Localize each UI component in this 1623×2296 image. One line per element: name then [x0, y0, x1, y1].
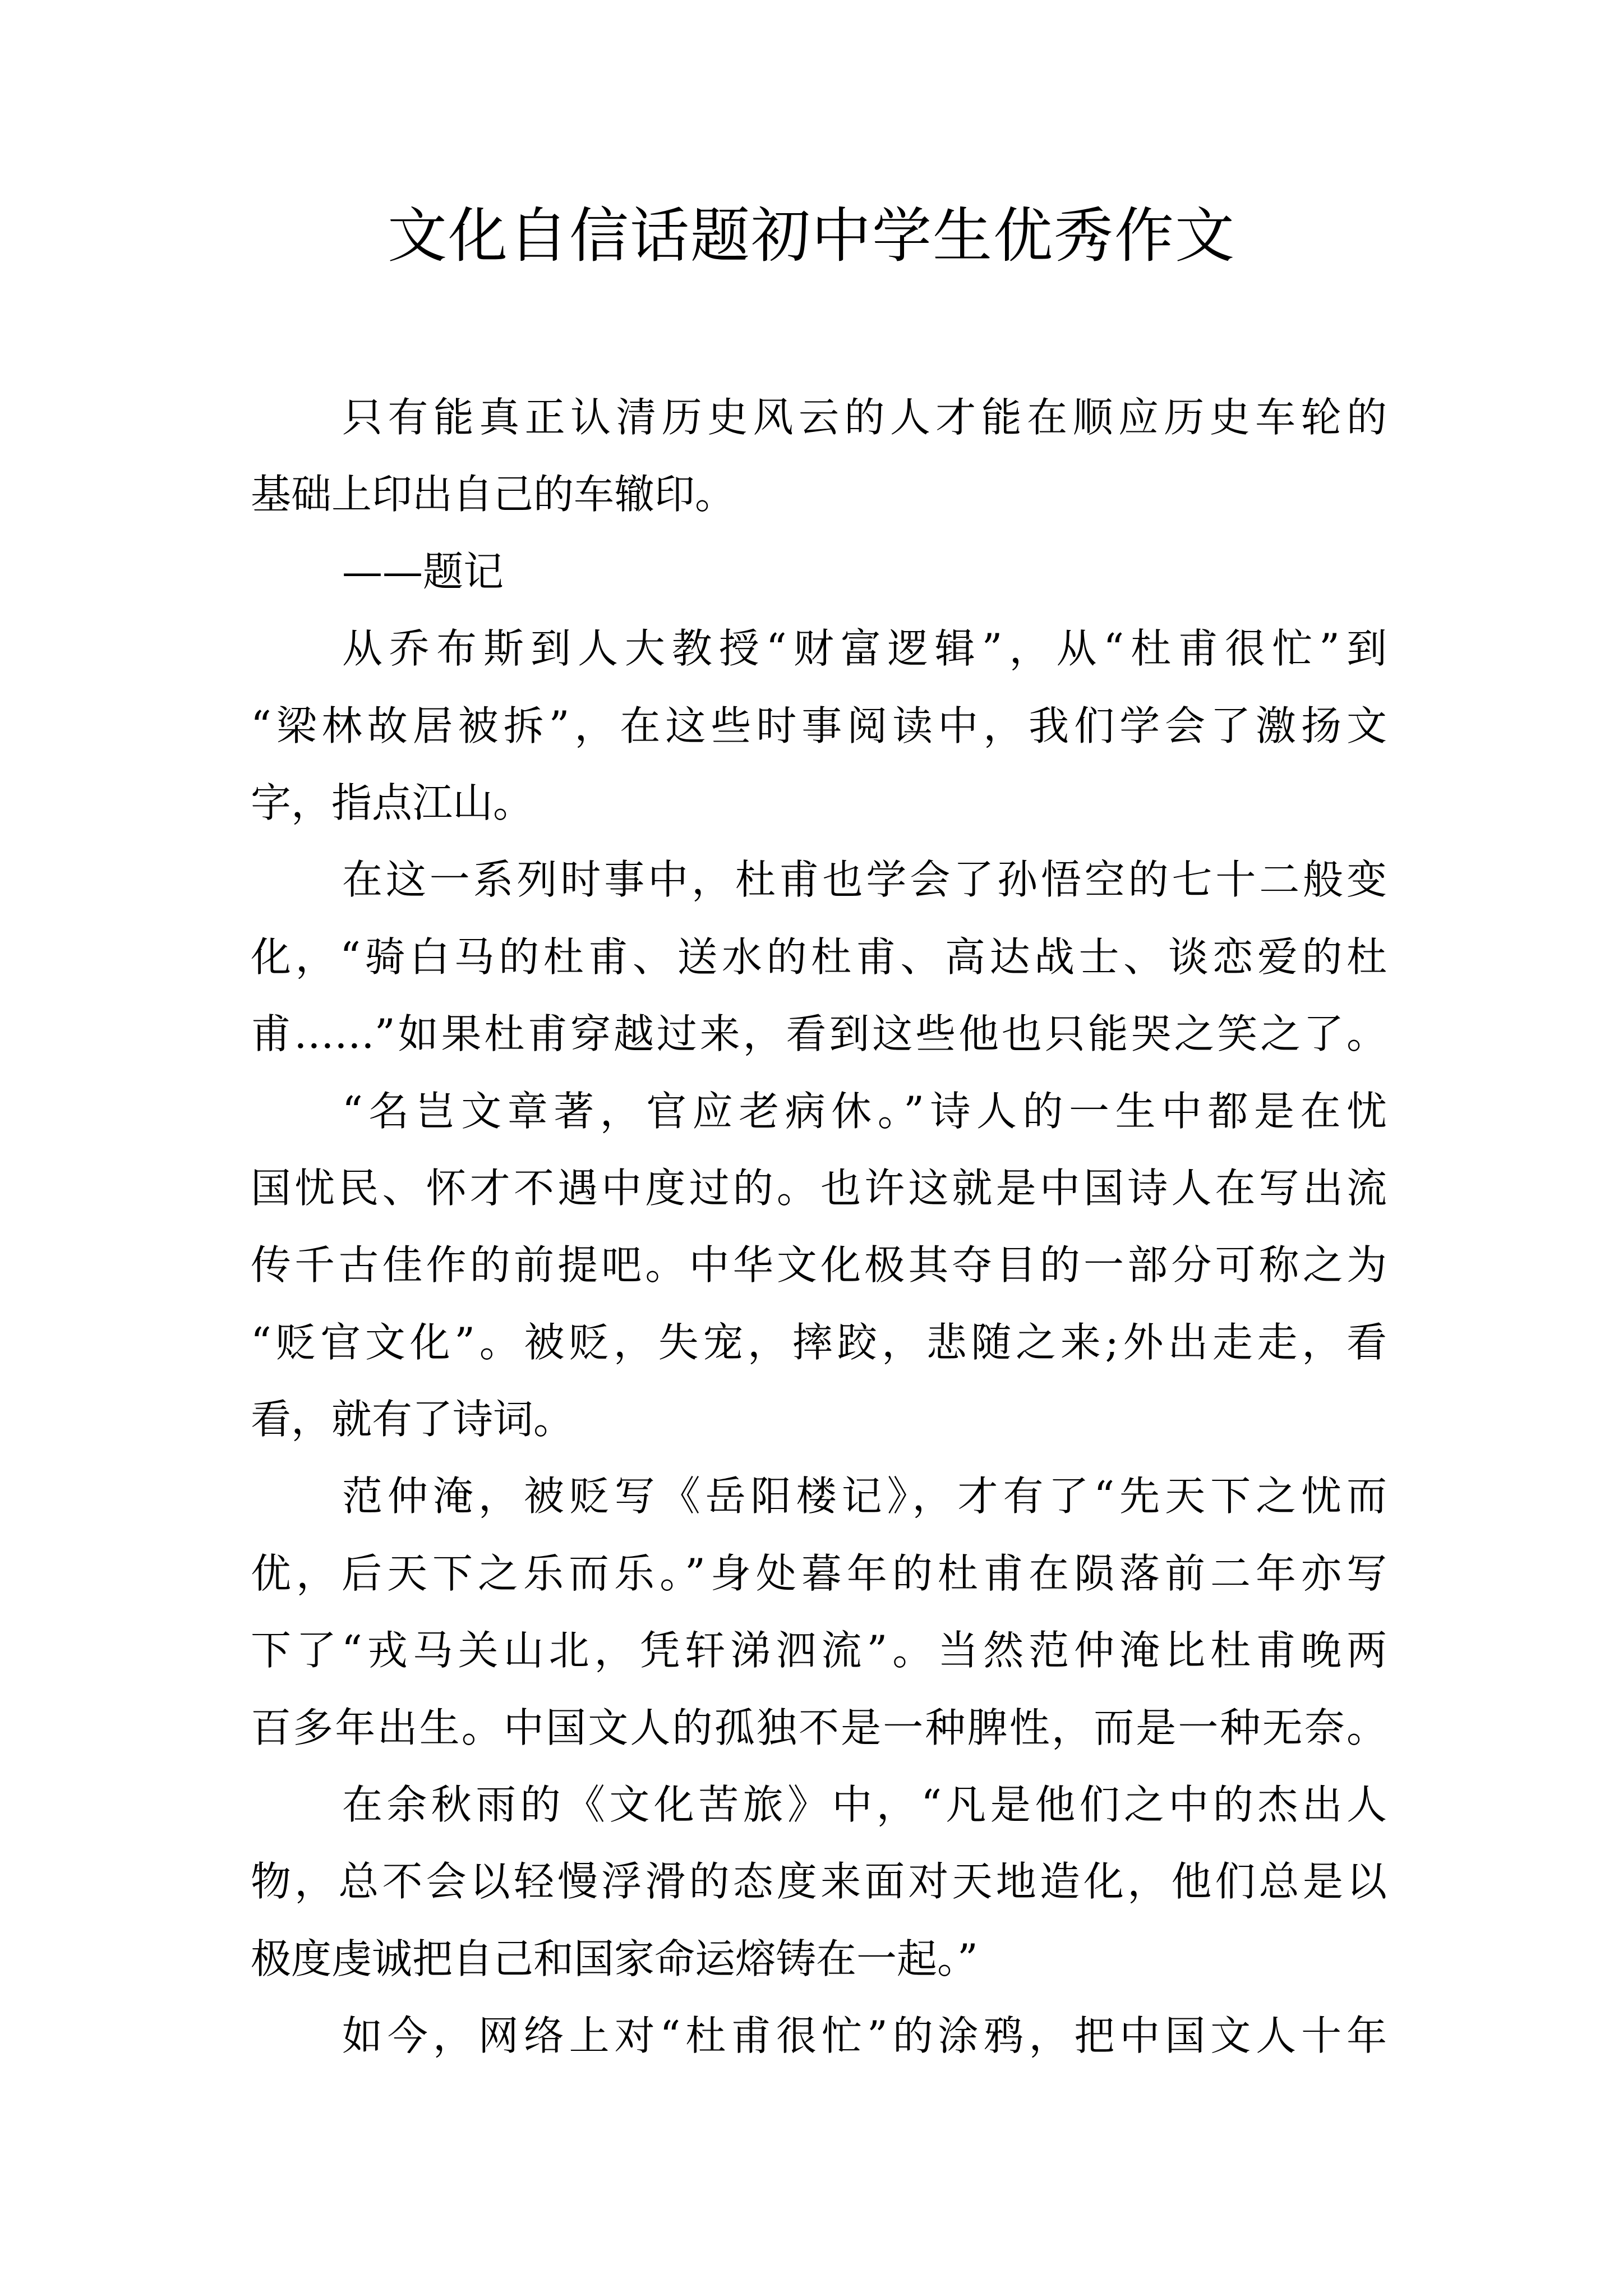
text-line: 物，总不会以轻慢浮滑的态度来面对天地造化，他们总是以	[251, 1858, 1387, 1906]
paragraph-epigraph-attribution	[251, 533, 1387, 610]
text-line: 只有能真正认清历史风云的人才能在顺应历史车轮的	[342, 394, 1387, 441]
text-line: 在余秋雨的《文化苦旅》中，“凡是他们之中的杰出人	[342, 1781, 1387, 1829]
text-line: 如今，网络上对“杜甫很忙”的涂鸦，把中国文人十年	[342, 2012, 1387, 2060]
text-line: 在这一系列时事中，杜甫也学会了孙悟空的七十二般变	[342, 856, 1387, 904]
text-line: 极度虔诚把自己和国家命运熔铸在一起。”	[251, 1935, 978, 1982]
text-line: 看，就有了诗词。	[251, 1396, 574, 1443]
text-line: 传千古佳作的前提吧。中华文化极其夺目的一部分可称之为	[251, 1241, 1387, 1289]
paragraph	[251, 1458, 1387, 1766]
document-title: 文化自信话题初中学生优秀作文	[388, 201, 1235, 270]
paragraph	[251, 1073, 1387, 1458]
text-line: “梁林故居被拆”，在这些时事阅读中，我们学会了激扬文	[251, 702, 1387, 749]
text-line: 范仲淹，被贬写《岳阳楼记》，才有了“先天下之忧而	[342, 1473, 1387, 1520]
text-line: ——题记	[342, 547, 504, 595]
document-body	[251, 379, 1387, 2075]
paragraph-epigraph-quote	[251, 379, 1387, 533]
paragraph	[251, 1766, 1387, 1998]
paragraph	[251, 841, 1387, 1073]
paragraph	[251, 610, 1387, 841]
text-line: 字，指点江山。	[251, 779, 534, 826]
text-line: 从乔布斯到人大教授“财富逻辑”，从“杜甫很忙”到	[342, 625, 1387, 673]
text-line: 国忧民、怀才不遇中度过的。也许这就是中国诗人在写出流	[251, 1164, 1387, 1212]
text-line: 优，后天下之乐而乐。”身处暮年的杜甫在陨落前二年亦写	[251, 1549, 1387, 1597]
text-line: “名岂文章著，官应老病休。”诗人的一生中都是在忧	[342, 1087, 1387, 1135]
text-line: 甫……”如果杜甫穿越过来，看到这些他也只能哭之笑之了。	[251, 1010, 1387, 1058]
text-line: 化，“骑白马的杜甫、送水的杜甫、高达战士、谈恋爱的杜	[251, 933, 1387, 981]
text-line: 基础上印出自己的车辙印。	[251, 471, 736, 518]
text-line: “贬官文化”。被贬，失宠，摔跤，悲随之来;外出走走，看	[251, 1318, 1387, 1366]
text-line: 百多年出生。中国文人的孤独不是一种脾性，而是一种无奈。	[251, 1704, 1387, 1751]
paragraph	[251, 1998, 1387, 2074]
text-line: 下了“戎马关山北，凭轩涕泗流”。当然范仲淹比杜甫晚两	[251, 1627, 1387, 1674]
